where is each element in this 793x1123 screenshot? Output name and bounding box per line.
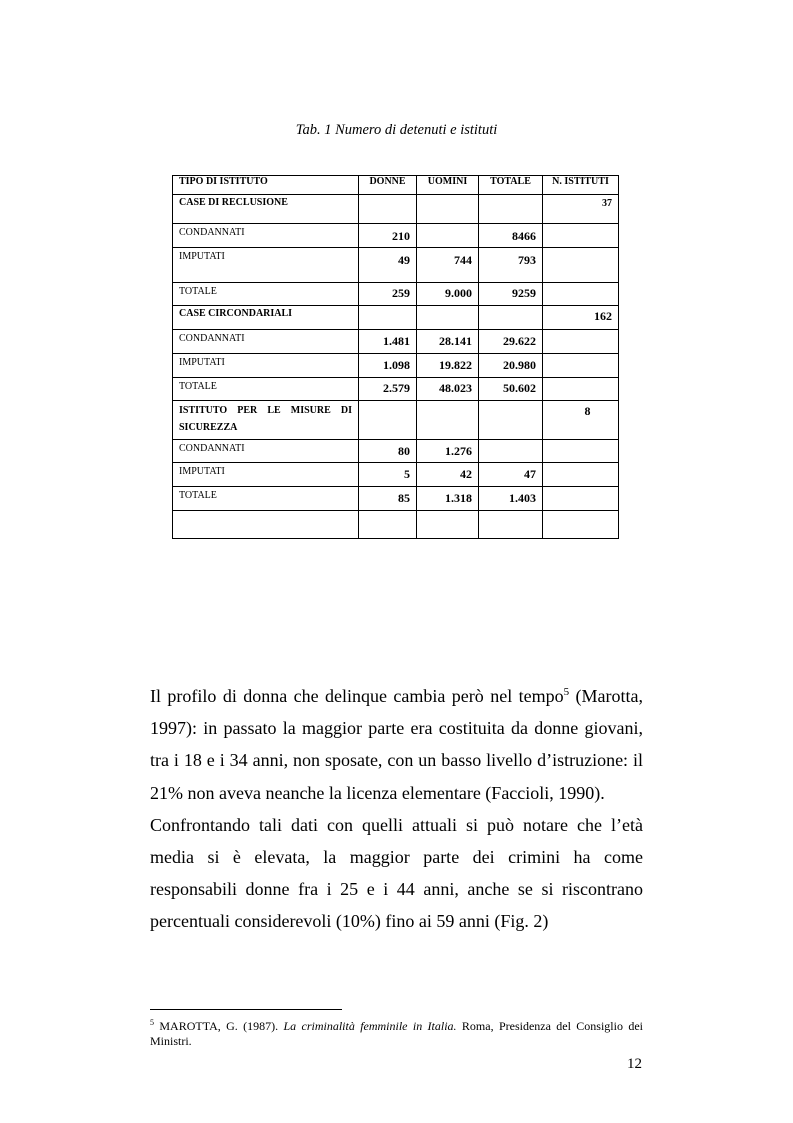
cell-donne: 85 [359,487,417,511]
header-tipo: TIPO DI ISTITUTO [173,176,359,195]
header-uomini: UOMINI [417,176,479,195]
cell-uomini: 744 [417,248,479,283]
cell-donne [359,401,417,440]
row-label: CONDANNATI [173,224,359,248]
cell-donne: 259 [359,283,417,306]
table-row [173,283,619,306]
cell-istituti [543,463,619,487]
row-label: CONDANNATI [173,330,359,354]
table-row [173,224,619,248]
cell-totale [479,440,543,463]
footnote [150,1015,643,1049]
row-label: CONDANNATI [173,440,359,463]
cell-donne: 1.098 [359,354,417,378]
cell-uomini [417,401,479,440]
row-label: TOTALE [173,378,359,401]
cell-istituti [543,378,619,401]
page-number: 12 [627,1056,642,1072]
cell-uomini: 28.141 [417,330,479,354]
table-row [173,378,619,401]
table-header-row [173,176,619,195]
footnote-ref: 5 [563,686,570,698]
table-row [173,487,619,511]
row-label-line1: ISTITUTO PER LE MISURE DI [179,405,352,416]
row-label: IMPUTATI [173,354,359,378]
paragraph-1: Il profilo di donna che delinque cambia però nel tempo$^5$ (Marotta, 1997): in passato la maggior parte era costituita da donne giovani, tra i 18 e i 34 anni, non sposate, con un basso livello d’istruzione: il 21% non aveva neanche la licenza elementare (Faccioli, 1990). [150,686,643,803]
row-label-line2: SICUREZZA [179,422,238,433]
table-row [173,195,619,224]
cell-istituti [543,330,619,354]
cell-uomini: 1.318 [417,487,479,511]
cell-uomini: 1.276 [417,440,479,463]
row-label: TOTALE [173,487,359,511]
cell-donne: 2.579 [359,378,417,401]
cell-totale [479,401,543,440]
cell-donne [359,195,417,224]
cell-totale: 1.403 [479,487,543,511]
header-istituti: N. ISTITUTI [543,176,619,195]
cell-istituti [543,248,619,283]
cell-totale: 8466 [479,224,543,248]
cell-istituti: 8 [543,401,619,440]
cell-uomini [417,195,479,224]
cell-totale [479,195,543,224]
cell-uomini [417,306,479,330]
cell-istituti [543,487,619,511]
cell-istituti [543,440,619,463]
cell-donne [359,306,417,330]
cell-uomini: 48.023 [417,378,479,401]
table-row [173,440,619,463]
cell-totale: 9259 [479,283,543,306]
cell-istituti: 162 [543,306,619,330]
cell-uomini: 19.822 [417,354,479,378]
cell-donne: 5 [359,463,417,487]
cell-istituti [543,283,619,306]
row-label: IMPUTATI [173,463,359,487]
cell-totale: 50.602 [479,378,543,401]
table-caption: Tab. 1 Numero di detenuti e istituti [295,122,498,138]
table-row [173,463,619,487]
row-label: CASE DI RECLUSIONE [173,195,359,224]
body-text [150,680,643,938]
cell-uomini [417,224,479,248]
cell-istituti [543,224,619,248]
cell-uomini: 42 [417,463,479,487]
header-donne: DONNE [359,176,417,195]
footnote-author: MAROTTA, G. (1987). [154,1019,284,1033]
table-row [173,248,619,283]
footnote-rest: Roma, Presidenza del Consiglio dei Ministri. [150,1019,643,1048]
row-label: IMPUTATI [173,248,359,283]
cell-totale: 793 [479,248,543,283]
table-row [173,306,619,330]
cell-donne: 210 [359,224,417,248]
cell-totale: 47 [479,463,543,487]
cell-uomini: 9.000 [417,283,479,306]
table-row-empty [173,511,619,539]
table-row [173,354,619,378]
cell-donne: 1.481 [359,330,417,354]
table-row [173,330,619,354]
footnote-marker: 5 [150,1018,154,1027]
table-row [173,401,619,440]
cell-istituti [543,354,619,378]
cell-totale: 20.980 [479,354,543,378]
cell-donne: 49 [359,248,417,283]
paragraph-2: Confrontando tali dati con quelli attuali si può notare che l’età media si è elevata, la maggior parte dei crimini ha come responsabili donne fra i 25 e i 44 anni, anche se si riscontrano percentuali considerevoli (10%) fino ai 59 anni (Fig. 2) [150,814,643,932]
row-label [173,401,359,440]
row-label: TOTALE [173,283,359,306]
cell-istituti: 37 [543,195,619,224]
detainees-table [172,175,619,539]
cell-donne: 80 [359,440,417,463]
cell-totale [479,306,543,330]
footnote-title: La criminalità femminile in Italia. [283,1019,457,1033]
cell-totale: 29.622 [479,330,543,354]
row-label: CASE CIRCONDARIALI [173,306,359,330]
header-totale: TOTALE [479,176,543,195]
footnote-separator [150,1009,342,1010]
